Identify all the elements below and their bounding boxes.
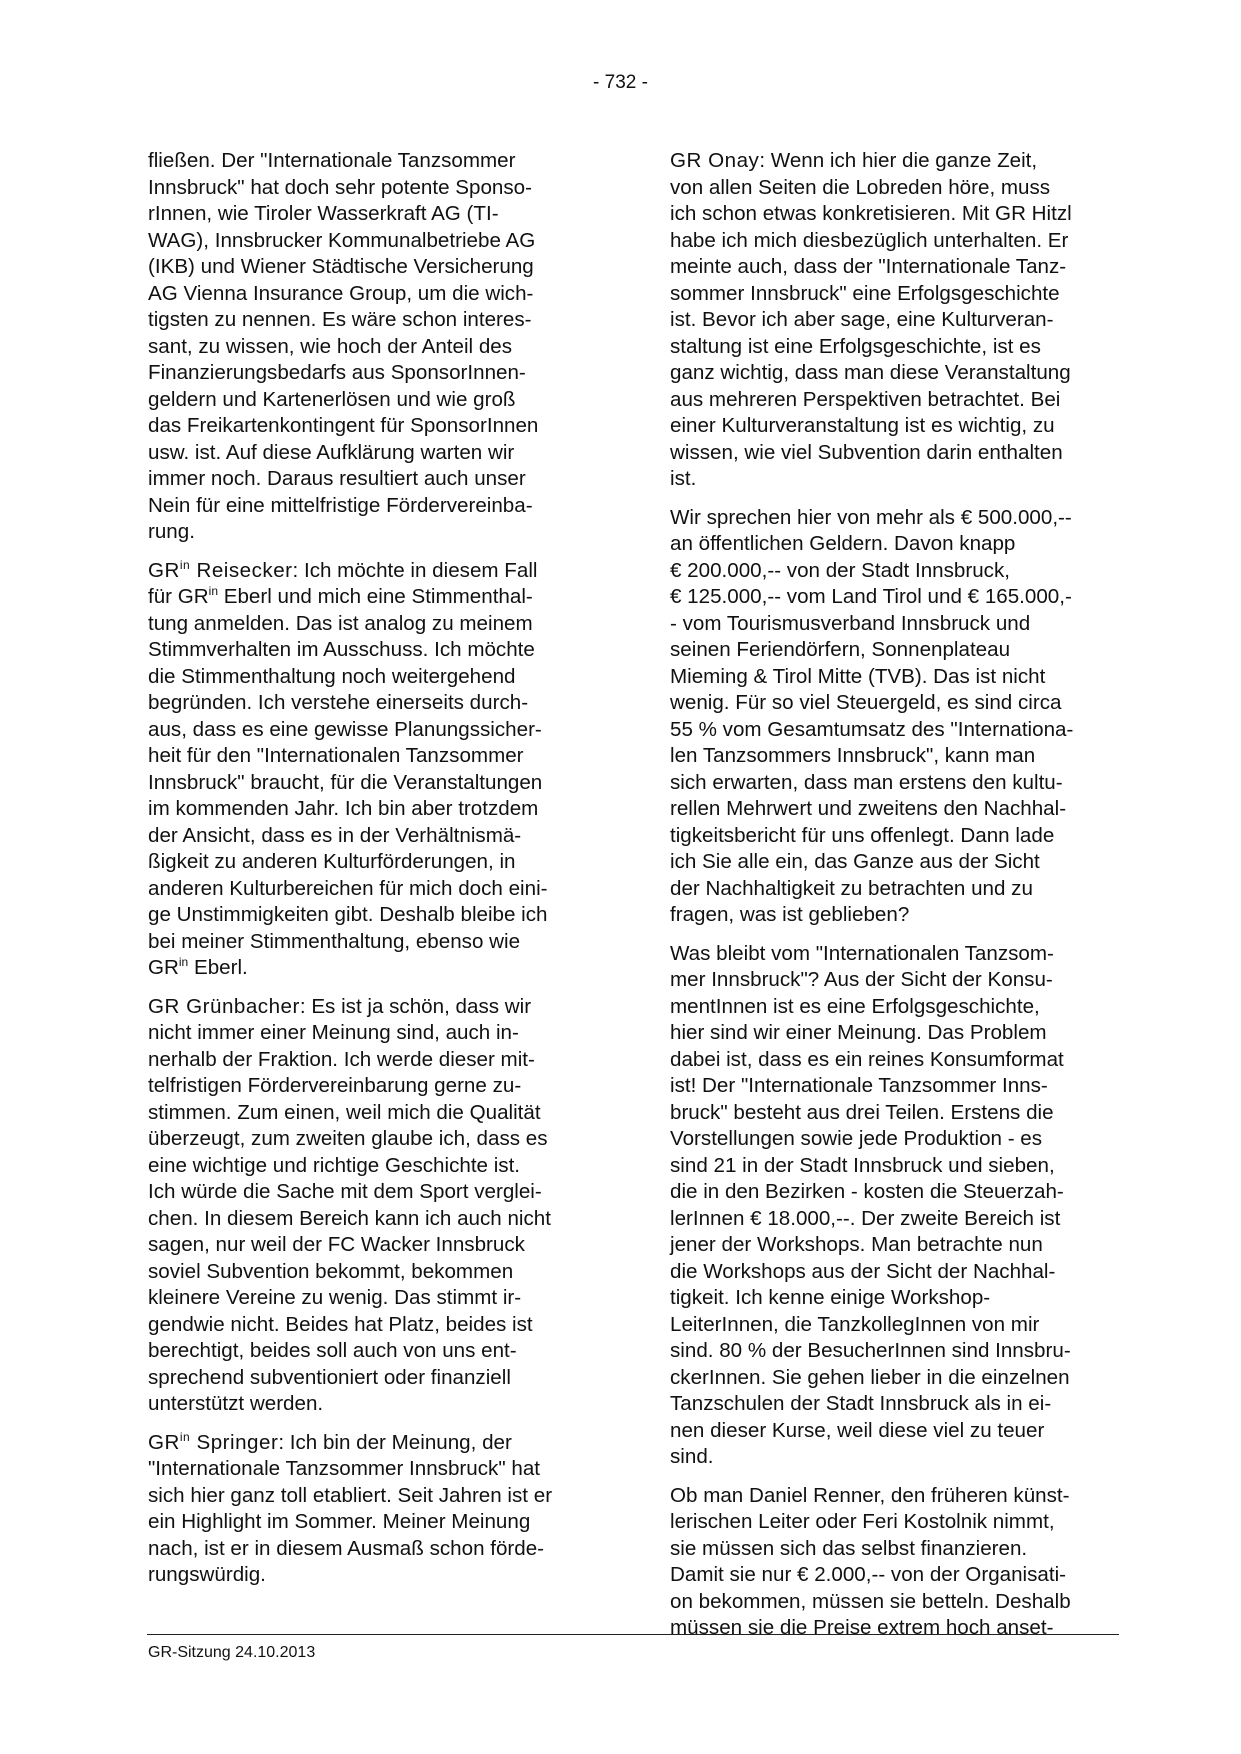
speaker-name: $GR^{in}$ Reisecker: [148, 557, 293, 582]
paragraph-continuation: fließen. Der "Internationale Tanzsommer Innsbruck" hat doch sehr potente Sponso- rInnen, wie Tiroler Wasserkraft AG (TI- WAG), Innsbrucker Kommunalbetriebe AG (IKB) und Wiener Städtische Versicherung AG Vienna Insurance Group, um die wich- tigsten zu nennen. Es wäre schon interes- sant, zu wissen, wie hoch der Anteil des Finanzierungsbedarfs aus SponsorInnen- geldern und Kartenerlösen und wie groß das Freikartenkontingent für SponsorInnen usw. ist. Auf diese Aufklärung warten wir immer noch. Daraus resultiert auch unser Nein für eine mittelfristige Fördervereinba- rung.: [148, 149, 539, 543]
speaker-name: GR Onay: [670, 149, 760, 172]
page-number: - 732 -: [593, 72, 648, 93]
right-column: [670, 148, 1116, 1654]
paragraph-springer: $GR^{in}$ Springer: Ich bin der Meinung, der "Internationale Tanzsommer Innsbruck" hat sich hier ganz toll etabliert. Seit Jahren ist er ein Highlight im Sommer. Meiner Meinung nach, ist er in diesem Ausmaß schon förde- rungswürdig.: [148, 1429, 553, 1586]
paragraph-consumption-format: Was bleibt vom "Internationalen Tanzsom- mer Innsbruck"? Aus der Sicht der Konsu- mentInnen ist es eine Erfolgsgeschichte, hier sind wir einer Meinung. Das Problem dabei ist, dass es ein reines Konsumformat ist! Der "Internationale Tanzsommer Inns- bruck" besteht aus drei Teilen. Erstens die Vorstellungen sowie jede Produktion - es sind 21 in der Stadt Innsbruck und sieben, die in den Bezirken - kosten die Steuerzah- lerInnen € 18.000,--. Der zweite Bereich ist jener der Workshops. Man betrachte nun die Workshops aus der Sicht der Nachhal- tigkeit. Ich kenne einige Workshop- LeiterInnen, die TanzkollegInnen von mir sind. 80 % der BesucherInnen sind Innsbru- ckerInnen. Sie gehen lieber in die einzelnen Tanzschulen der Stadt Innsbruck als in ei- nen dieser Kurse, weil diese viel zu teuer sind.: [670, 941, 1071, 1468]
paragraph-onay: GR Onay: Wenn ich hier die ganze Zeit, von allen Seiten die Lobreden höre, muss ich schon etwas konkretisieren. Mit GR Hitzl habe ich mich diesbezüglich unterhalten. Er meinte auch, dass der "Internationale Tanz- sommer Innsbruck" eine Erfolgsgeschichte ist. Bevor ich aber sage, eine Kulturveran- staltung ist eine Erfolgsgeschichte, ist es ganz wichtig, dass man diese Veranstaltung aus mehreren Perspektiven betrachtet. Bei einer Kulturveranstaltung ist es wichtig, zu wissen, wie viel Subvention darin enthalten ist.: [670, 149, 1072, 490]
paragraph-reisecker: $GR^{in}$ Reisecker: Ich möchte in diesem Fall für $GR^{in}$ Eberl und mich eine Stimmenthal- tung anmelden. Das ist analog zu meinem Stimmverhalten im Ausschuss. Ich möchte die Stimmenthaltung noch weitergehend begründen. Ich verstehe einerseits durch- aus, dass es eine gewisse Planungssicher- heit für den "Internationalen Tanzsommer Innsbruck" braucht, für die Veranstaltungen im kommenden Jahr. Ich bin aber trotzdem der Ansicht, dass es in der Verhältnismä- ßigkeit zu anderen Kulturförderungen, in anderen Kulturbereichen für mich doch eini- ge Unstimmigkeiten gibt. Deshalb bleibe ich bei meiner Stimmenthaltung, ebenso wie $GR^{in}$ Eberl.: [148, 557, 548, 979]
footer-session-date: GR-Sitzung 24.10.2013: [148, 1644, 316, 1661]
left-column: [148, 148, 594, 1601]
speaker-name: GR Grünbacher: [148, 994, 300, 1018]
paragraph-workshop-leaders: Ob man Daniel Renner, den früheren künst- lerischen Leiter oder Feri Kostolnik nimmt, sie müssen sich das selbst finanzieren. Damit sie nur € 2.000,-- von der Organisati- on bekommen, müssen sie betteln. Deshalb müssen sie die Preise extrem hoch anset-: [670, 1483, 1071, 1639]
speaker-name: $GR^{in}$ Springer: [148, 1429, 279, 1454]
paragraph-public-funds: Wir sprechen hier von mehr als € 500.000,-- an öffentlichen Geldern. Davon knapp € 200.000,-- von der Stadt Innsbruck, € 125.000,-- vom Land Tirol und € 165.000,- - vom Tourismusverband Innsbruck und seinen Feriendörfern, Sonnenplateau Mieming & Tirol Mitte (TVB). Das ist nicht wenig. Für so viel Steuergeld, es sind circa 55 % vom Gesamtumsatz des "Internationa- len Tanzsommers Innsbruck", kann man sich erwarten, dass man erstens den kultu- rellen Mehrwert und zweitens den Nachhal- tigkeitsbericht für uns offenlegt. Dann lade ich Sie alle ein, das Ganze aus der Sicht der Nachhaltigkeit zu betrachten und zu fragen, was ist geblieben?: [670, 505, 1074, 926]
paragraph-gruenbacher: GR Grünbacher: Es ist ja schön, dass wir nicht immer einer Meinung sind, auch in- nerhalb der Fraktion. Ich werde dieser mit- telfristigen Fördervereinbarung gerne zu- stimmen. Zum einen, weil mich die Qualität überzeugt, zum zweiten glaube ich, dass es eine wichtige und richtige Geschichte ist. Ich würde die Sache mit dem Sport verglei- chen. In diesem Bereich kann ich auch nicht sagen, nur weil der FC Wacker Innsbruck soviel Subvention bekommt, bekommen kleinere Vereine zu wenig. Das stimmt ir- gendwie nicht. Beides hat Platz, beides ist berechtigt, beides soll auch von uns ent- sprechend subventioniert oder finanziell unterstützt werden.: [148, 994, 551, 1415]
footer-divider: [147, 1634, 1119, 1635]
